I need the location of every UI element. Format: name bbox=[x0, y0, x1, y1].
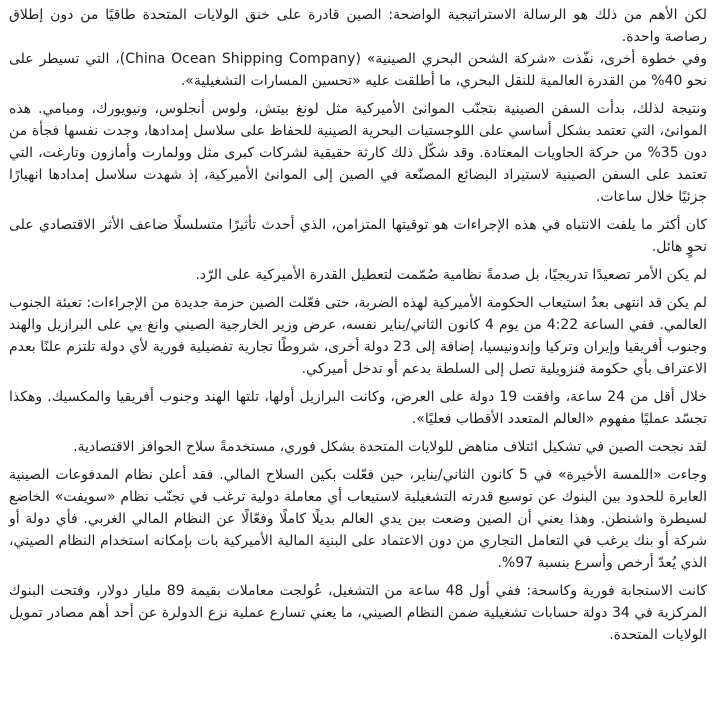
paragraph: كانت الاستجابة فورية وكاسحة: ففي أول 48 ساعة من التشغيل، عُولجت معاملات بقيمة 89 مليار دولار، وفتحت البنوك المركزية في 34 دولة حسابات تشغيلية ضمن النظام الصيني، ما يعني تسارع عملية نزع الدولرة عن أحد أهم مصادر تمويل الولايات المتحدة. bbox=[9, 583, 707, 643]
paragraph: وفي خطوة أخرى، نفّذت «شركة الشحن البحري الصينية» (China Ocean Shipping Company)، التي تسيطر على نحو 40% من القدرة العالمية للنقل البحري، ما أطلقت عليه «تحسين المسارات التشغيلية». bbox=[9, 51, 707, 89]
paragraph: خلال أقل من 24 ساعة، وافقت 19 دولة على العرض، وكانت البرازيل أولها، تلتها الهند وجنوب أفريقيا والمكسيك. وهكذا تجسّد عمليًا مفهوم «العالم المتعدد الأقطاب فعليًا». bbox=[9, 389, 707, 427]
paragraph: لكن الأهم من ذلك هو الرسالة الاستراتيجية الواضحة: الصين قادرة على خنق الولايات المتحدة طاقيًا من دون إطلاق رصاصة واحدة. bbox=[9, 7, 707, 45]
paragraph: لم يكن قد انتهى بعدُ استيعاب الحكومة الأميركية لهذه الضربة، حتى فعّلت الصين حزمة جديدة من الإجراءات: تعبئة الجنوب العالمي. ففي الساعة 4:22 من يوم 4 كانون الثاني/يناير نفسه، عرض وزير الخارجية الصيني وانغ يي على البرازيل والهند وجنوب أفريقيا وإيران وتركيا وإندونيسيا، إضافة إلى 23 دولة أخرى، شروطًا تجارية تفضيلية فورية لأي دولة تلتزم علنًا بعدم الاعتراف بأي حكومة فنزويلية تصل إلى السلطة بدعم أو تدخل أميركي. bbox=[9, 295, 707, 377]
paragraph: لم يكن الأمر تصعيدًا تدريجيًا، بل صدمةً نظامية صُمّمت لتعطيل القدرة الأميركية على الرّد. bbox=[195, 267, 707, 283]
paragraph: ونتيجة لذلك، بدأت السفن الصينية بتجنّب الموانئ الأميركية مثل لونغ بيتش، ولوس أنجلوس، ونيويورك، وميامي. هذه الموانئ، التي تعتمد بشكل أساسي على اللوجستيات البحرية الصينية للحفاظ على سلاسل إمدادها، وجدت نفسها فجأة من دون 35% من حركة الحاويات المعتادة. وقد شكّل ذلك كارثة حقيقية لشركات كبرى مثل وولمارت وأمازون وتارغت، التي تعتمد على السفن الصينية لاستيراد البضائع المصنّعة في الصين إلى الموانئ الأميركية، إذ شهدت سلاسل إمدادها انهيارًا جزئيًا خلال ساعات. bbox=[9, 101, 707, 205]
paragraph: كان أكثر ما يلفت الانتباه في هذه الإجراءات هو توقيتها المتزامن، الذي أحدث تأثيرًا متسلسلًا ضاعف الأثر الاقتصادي على نحوٍ هائل. bbox=[9, 217, 707, 255]
paragraph: لقد نجحت الصين في تشكيل ائتلاف مناهض للولايات المتحدة بشكل فوري، مستخدمةً سلاح الحوافز الاقتصادية. bbox=[73, 439, 707, 455]
paragraph: وجاءت «اللمسة الأخيرة» في 5 كانون الثاني/يناير، حين فعّلت بكين السلاح المالي. فقد أعلن نظام المدفوعات الصينية العابرة للحدود بين البنوك عن توسيع قدرته التشغيلية لاستيعاب أي معاملة دولية ترغب في تجنّب نظام «سويفت» الخاضع لسيطرة واشنطن. وهذا يعني أن الصين وضعت بين يدي العالم بديلًا كاملًا وفعّالًا عن النظام المالي الغربي. فأي دولة أو شركة أو بنك يرغب في التعامل التجاري من دون الاعتماد على البنية المالية الأميركية بات بإمكانه استخدام النظام الصيني، الذي يُعدّ أرخص وأسرع بنسبة 97%. bbox=[9, 467, 707, 571]
